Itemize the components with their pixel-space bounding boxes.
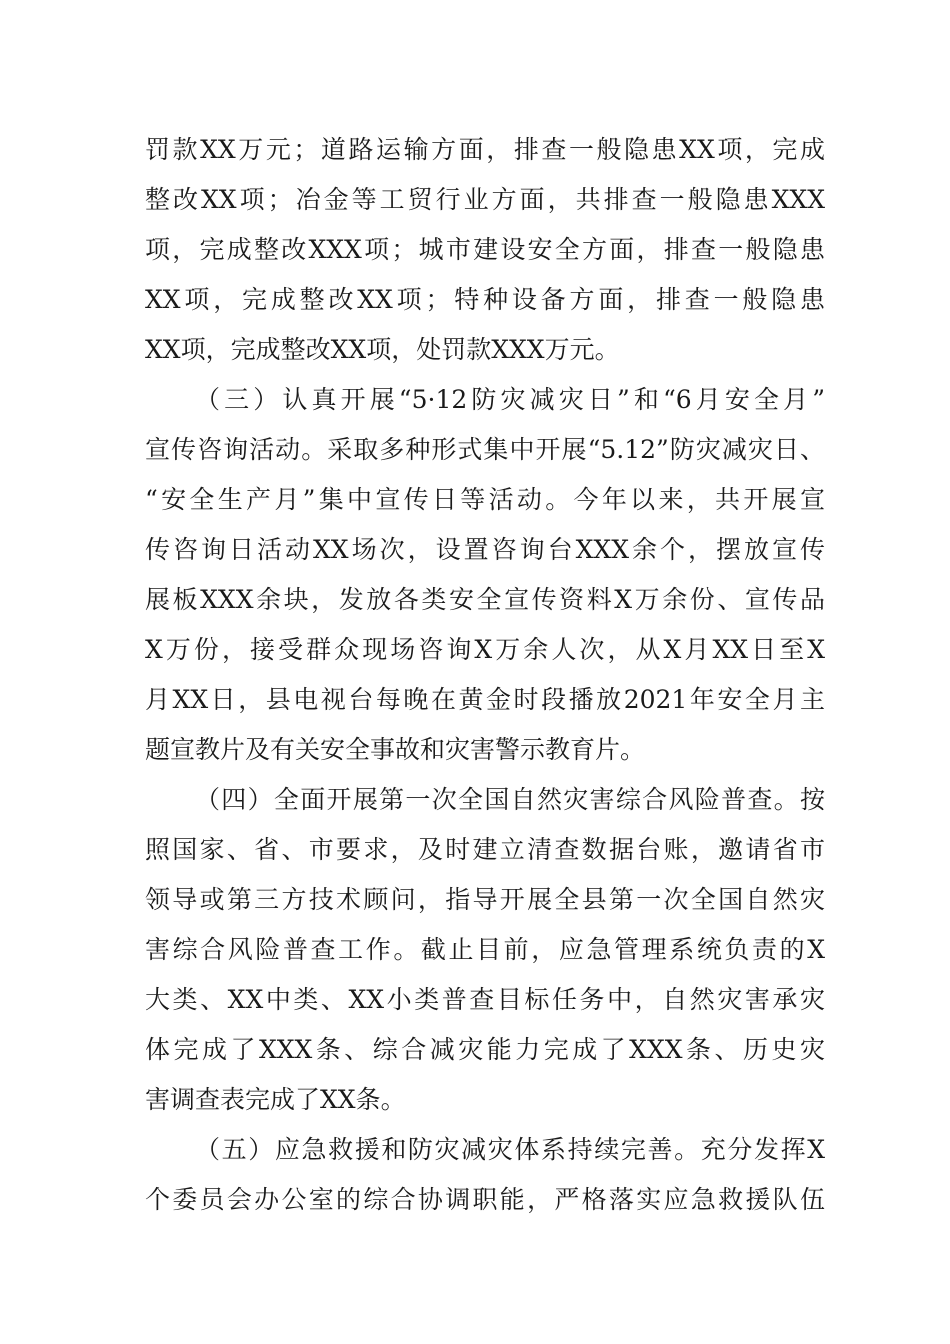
text-line: 罚款XX万元；道路运输方面，排查一般隐患XX项，完成 bbox=[145, 135, 825, 164]
text-line: X万份，接受群众现场咨询X万余人次，从X月XX日至X bbox=[145, 635, 825, 664]
text-line: 害调查表完成了XX条。 bbox=[145, 1085, 406, 1114]
text-line: 传咨询日活动XX场次，设置咨询台XXX余个，摆放宣传 bbox=[145, 535, 825, 564]
paragraph-heading-5: （五）应急救援和防灾减灾体系持续完善。充分发挥X bbox=[195, 1135, 825, 1164]
text-line: XX项，完成整改XX项；特种设备方面，排查一般隐患 bbox=[145, 285, 825, 314]
text-line: 领导或第三方技术顾问，指导开展全县第一次全国自然灾 bbox=[145, 885, 825, 914]
paragraph-heading-3: （三）认真开展“5·12防灾减灾日”和“6月安全月” bbox=[195, 385, 825, 414]
text-line: 个委员会办公室的综合协调职能，严格落实应急救援队伍 bbox=[145, 1185, 825, 1214]
text-line: XX项，完成整改XX项，处罚款XXX万元。 bbox=[145, 335, 620, 364]
text-line: 照国家、省、市要求，及时建立清查数据台账，邀请省市 bbox=[145, 835, 825, 864]
text-line: 整改XX项；冶金等工贸行业方面，共排查一般隐患XXX bbox=[145, 185, 825, 214]
text-line: 宣传咨询活动。采取多种形式集中开展“5.12”防灾减灾日、 bbox=[145, 435, 825, 464]
text-line: 项，完成整改XXX项；城市建设安全方面，排查一般隐患 bbox=[145, 235, 825, 264]
text-line: 展板XXX余块，发放各类安全宣传资料X万余份、宣传品 bbox=[145, 585, 825, 614]
text-line: 害综合风险普查工作。截止目前，应急管理系统负责的X bbox=[145, 935, 825, 964]
text-line: “安全生产月”集中宣传日等活动。今年以来，共开展宣 bbox=[145, 485, 825, 514]
paragraph-heading-4: （四）全面开展第一次全国自然灾害综合风险普查。按 bbox=[195, 785, 825, 814]
text-line: 月XX日，县电视台每晚在黄金时段播放2021年安全月主 bbox=[145, 685, 825, 714]
text-line: 题宣教片及有关安全事故和灾害警示教育片。 bbox=[145, 735, 646, 764]
text-line: 体完成了XXX条、综合减灾能力完成了XXX条、历史灾 bbox=[145, 1035, 825, 1064]
text-line: 大类、XX中类、XX小类普查目标任务中，自然灾害承灾 bbox=[145, 985, 825, 1014]
